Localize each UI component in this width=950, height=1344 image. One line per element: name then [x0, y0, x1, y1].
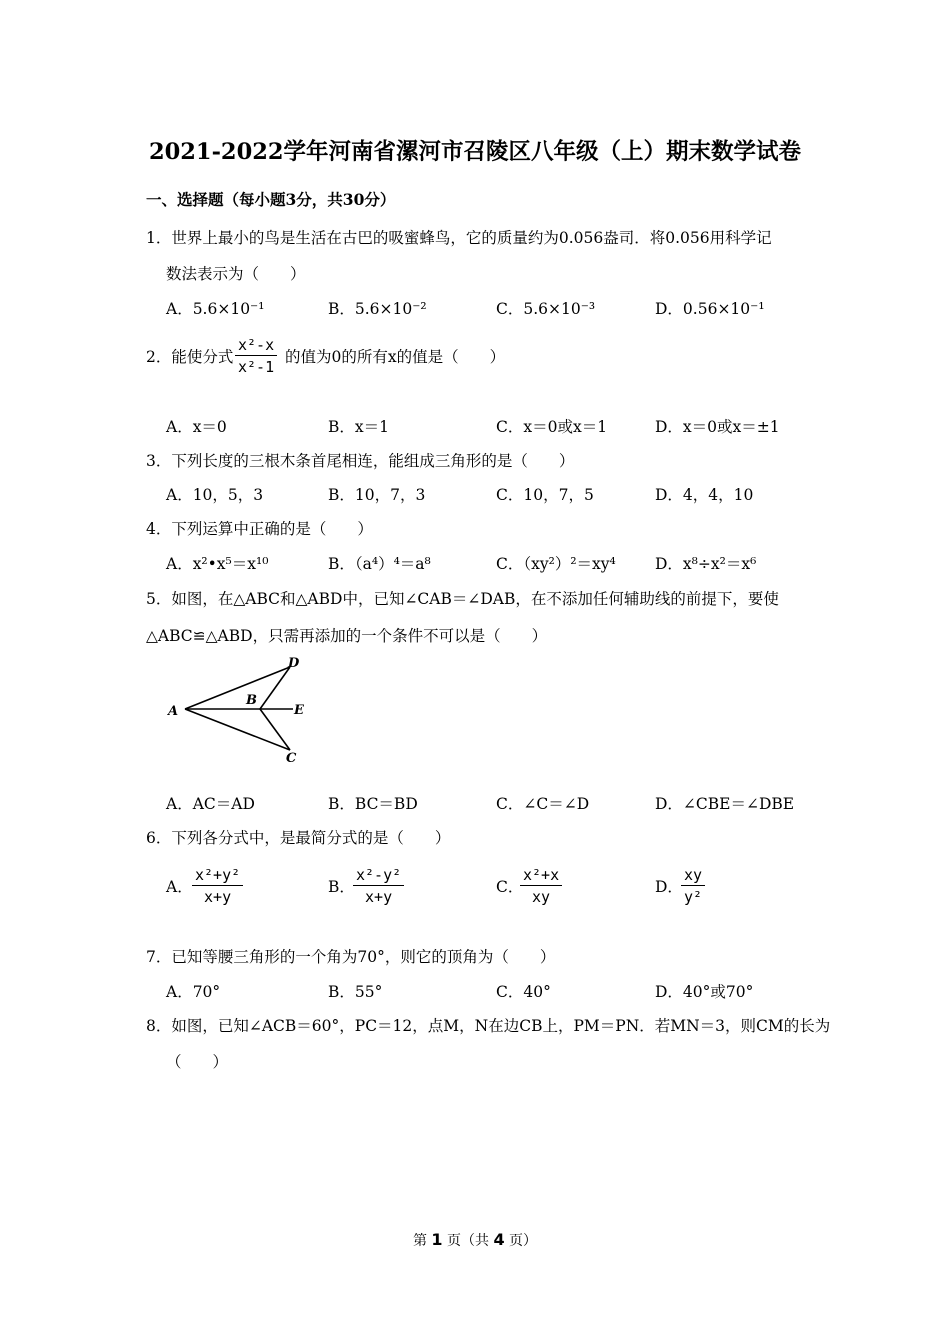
question-8-line2: （ ） [166, 1053, 229, 1071]
q7-option-c: C．40° [496, 983, 551, 1001]
q3-option-a: A．10，5，3 [166, 486, 264, 504]
label-d: D [288, 656, 300, 671]
q5-option-d: D．∠CBE＝∠DBE [655, 795, 795, 813]
q1-option-c: C．5.6×10⁻³ [496, 300, 596, 318]
q4-option-d: D．x⁸÷x²＝x⁶ [655, 555, 757, 573]
question-1-line2: 数法表示为（ ） [166, 265, 306, 283]
question-2-pre: 2．能使分式 [146, 348, 234, 366]
q6-option-b-fraction [353, 866, 404, 906]
q7-option-a: A．70° [166, 983, 221, 1001]
q2-option-c: C．x＝0或x＝1 [496, 418, 608, 436]
question-4-stem: 4．下列运算中正确的是（ ） [146, 520, 373, 538]
question-1-line1: 1．世界上最小的鸟是生活在古巴的吸蜜蜂鸟，它的质量约为0.056盎司．将0.056用科学记 [146, 229, 772, 247]
q7-option-d: D．40°或70° [655, 983, 754, 1001]
q2-option-a: A．x＝0 [166, 418, 227, 436]
footer-mid: 页（共 [442, 1233, 494, 1249]
page-footer [0, 1230, 950, 1250]
label-a: A [168, 704, 179, 719]
q1-option-a: A．5.6×10⁻¹ [166, 300, 265, 318]
label-b: B [246, 693, 257, 708]
question-5-line1: 5．如图，在△ABC和△ABD中，已知∠CAB＝∠DAB，在不添加任何辅助线的前提下，要使 [146, 590, 779, 608]
q6-option-a-fraction [192, 866, 243, 906]
q2-numerator: x²-x [235, 336, 277, 356]
q3-option-c: C．10，7，5 [496, 486, 594, 504]
label-c: C [286, 751, 297, 766]
question-2-post: 的值为0的所有x的值是（ ） [285, 348, 506, 366]
question-7-stem: 7．已知等腰三角形的一个角为70°，则它的顶角为（ ） [146, 948, 556, 966]
q6-b-numerator: x²-y² [353, 866, 404, 886]
footer-post: 页） [504, 1233, 538, 1249]
q2-fraction [235, 336, 277, 376]
triangle-figure [160, 652, 320, 770]
q5-option-b: B．BC＝BD [328, 795, 418, 813]
q4-option-c: C．（xy²）²＝xy⁴ [496, 555, 616, 573]
q7-option-b: B．55° [328, 983, 383, 1001]
q6-a-denominator: x+y [204, 888, 232, 906]
q6-d-denominator: y² [684, 888, 703, 906]
q2-option-d: D．x＝0或x＝±1 [655, 418, 780, 436]
q6-option-d-fraction [681, 866, 705, 906]
q1-option-b: B．5.6×10⁻² [328, 300, 427, 318]
q6-option-c-label: C． [496, 878, 524, 896]
q3-option-b: B．10，7，3 [328, 486, 426, 504]
question-8-line1: 8．如图，已知∠ACB＝60°，PC＝12，点M，N在边CB上，PM＝PN．若MN＝3，则CM的长为 [146, 1017, 831, 1035]
section-heading: 一、选择题（每小题3分，共30分） [146, 190, 396, 209]
footer-total-pages: 4 [493, 1230, 505, 1249]
question-6-stem: 6．下列各分式中，是最简分式的是（ ） [146, 829, 451, 847]
footer-pre: 第 [412, 1233, 432, 1249]
page-title: 2021-2022学年河南省漯河市召陵区八年级（上）期末数学试卷 [148, 139, 802, 165]
label-e: E [294, 703, 304, 718]
q6-a-numerator: x²+y² [192, 866, 243, 886]
question-3-stem: 3．下列长度的三根木条首尾相连，能组成三角形的是（ ） [146, 452, 575, 470]
q5-option-c: C．∠C＝∠D [496, 795, 590, 813]
q6-d-numerator: xy [681, 866, 705, 886]
q3-option-d: D．4，4，10 [655, 486, 754, 504]
q2-denominator: x²-1 [238, 358, 275, 376]
q2-option-b: B．x＝1 [328, 418, 389, 436]
q6-b-denominator: x+y [365, 888, 393, 906]
q6-option-c-fraction [520, 866, 562, 906]
q4-option-a: A．x²•x⁵＝x¹⁰ [166, 555, 269, 573]
q1-option-d: D．0.56×10⁻¹ [655, 300, 765, 318]
q6-option-b-label: B． [328, 878, 355, 896]
q6-option-d-label: D． [655, 878, 683, 896]
q6-c-numerator: x²+x [520, 866, 562, 886]
footer-page-number: 1 [431, 1230, 443, 1249]
q6-c-denominator: xy [532, 888, 551, 906]
q5-option-a: A．AC＝AD [166, 795, 255, 813]
q6-option-a-label: A． [166, 878, 193, 896]
q4-option-b: B．（a⁴）⁴＝a⁸ [328, 555, 431, 573]
question-5-line2: △ABC≌△ABD，只需再添加的一个条件不可以是（ ） [146, 627, 548, 645]
